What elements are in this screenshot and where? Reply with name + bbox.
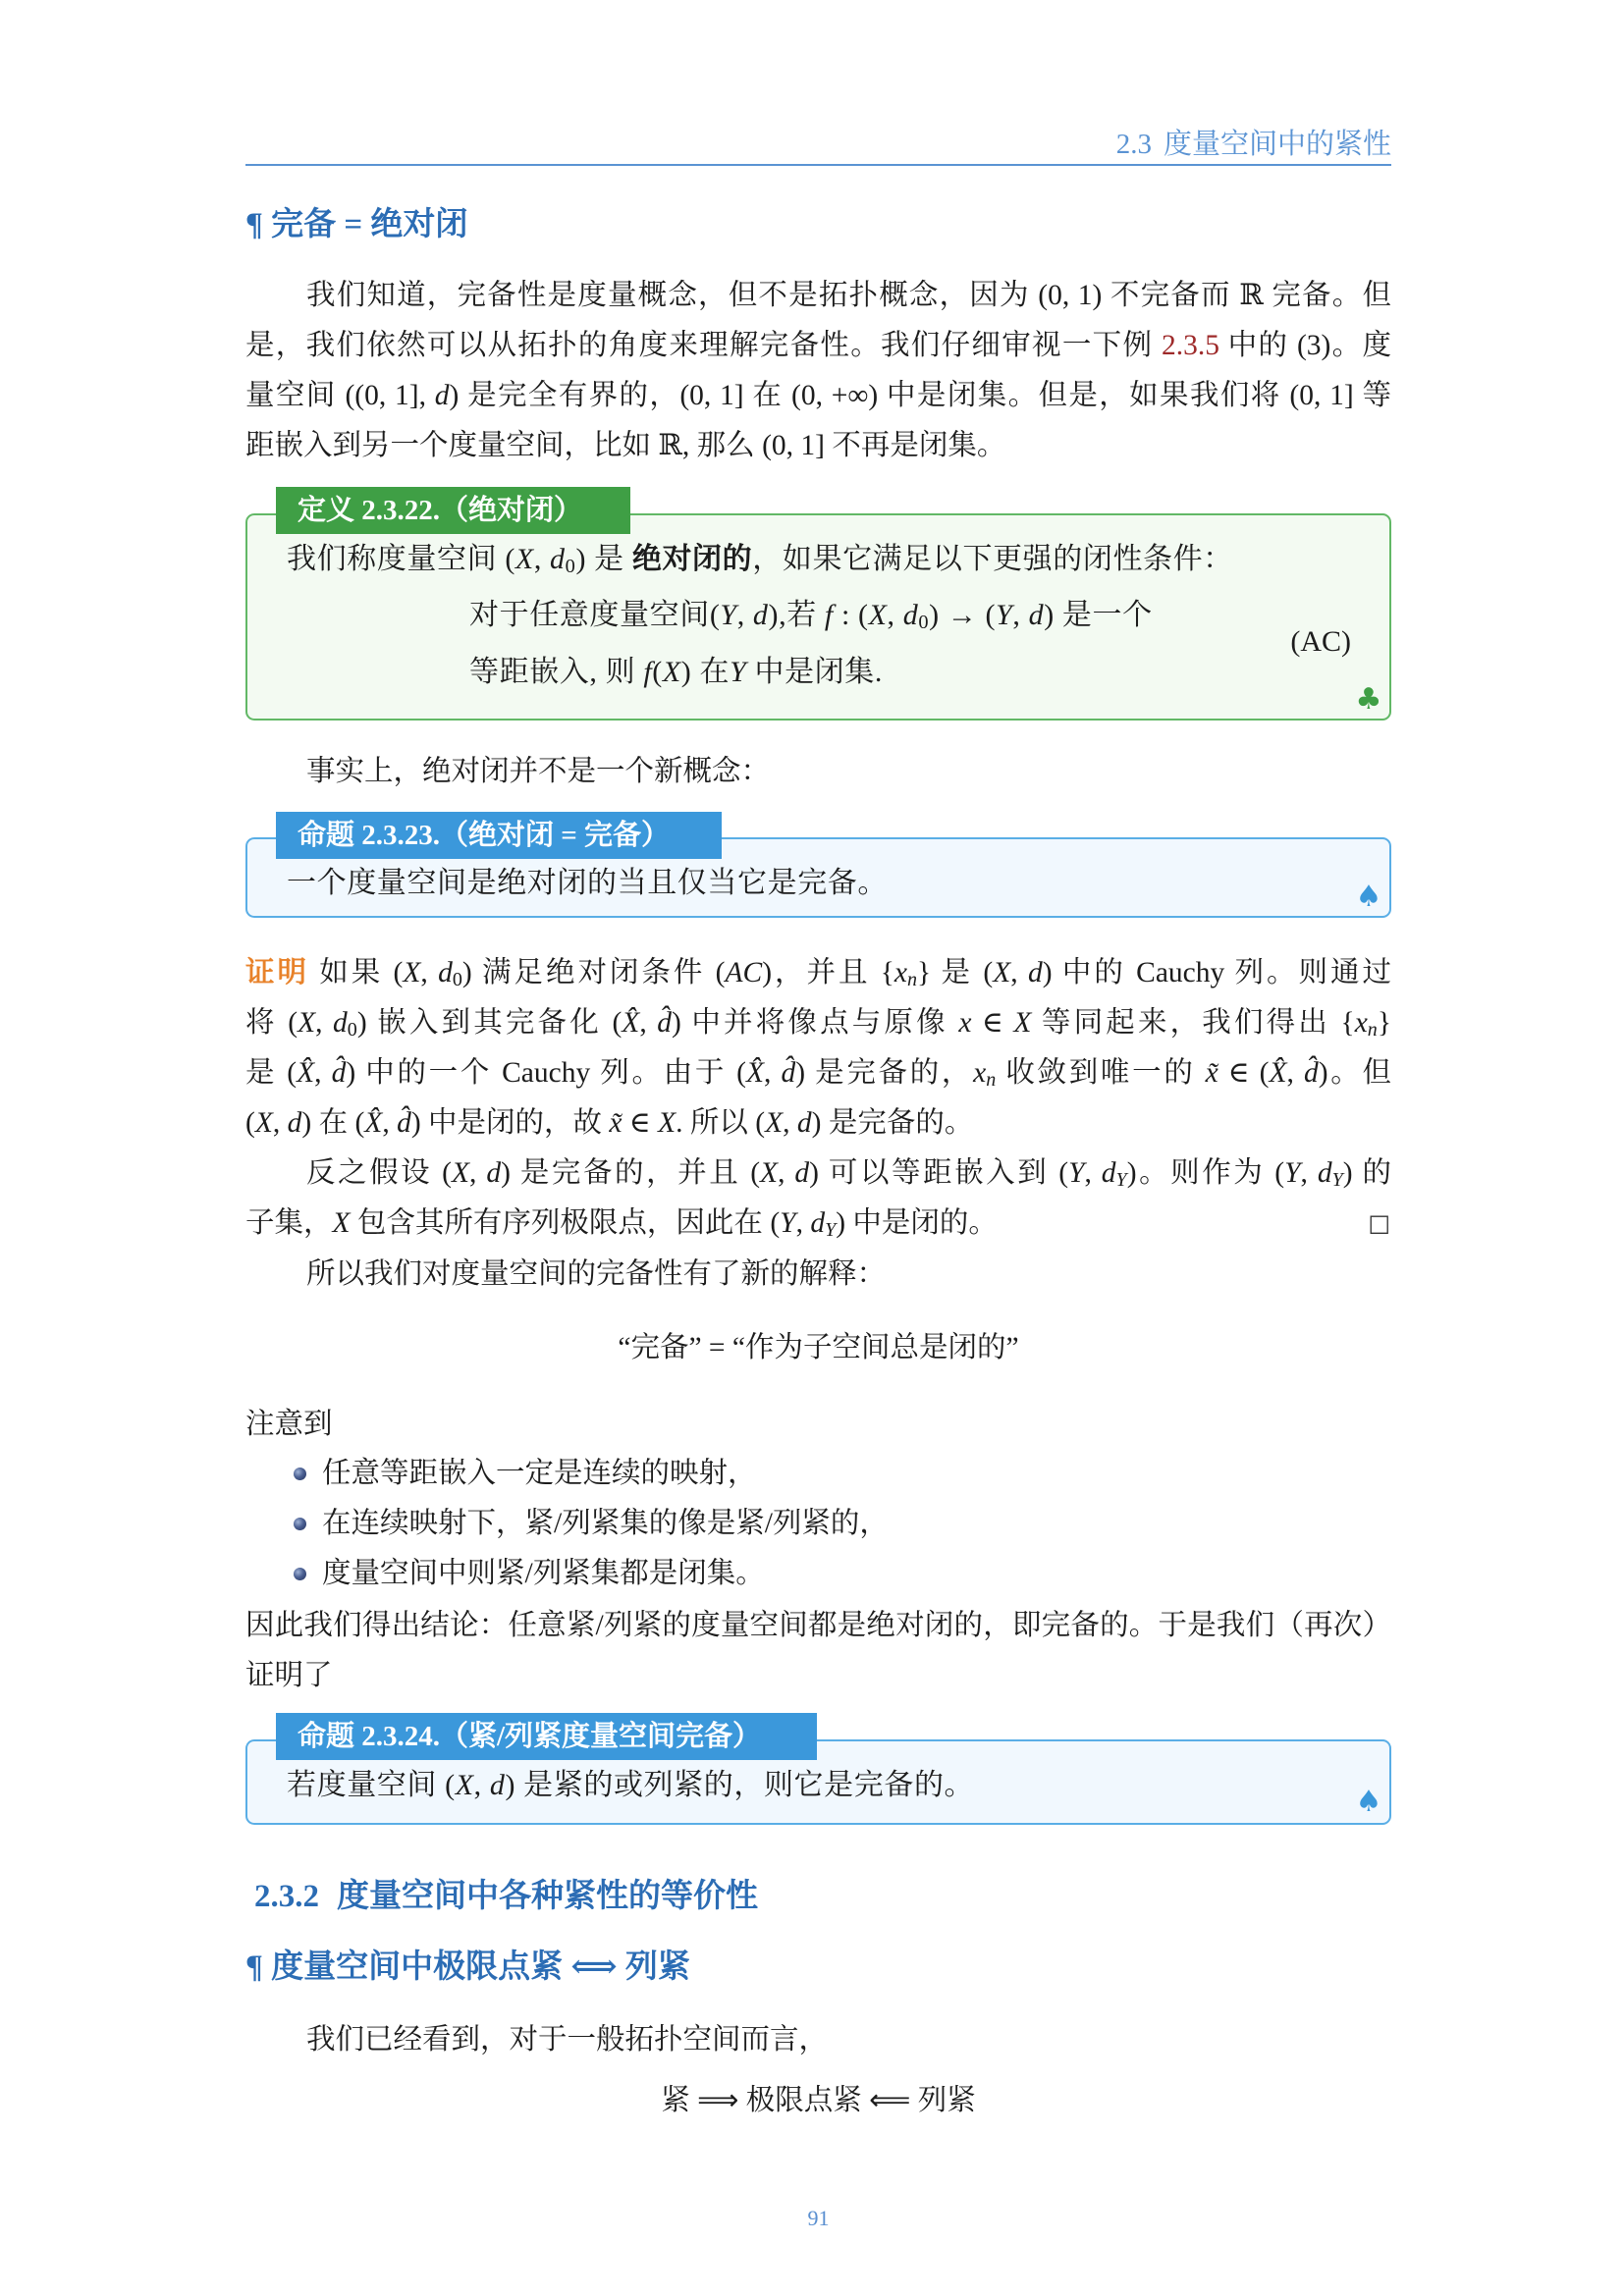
math-variable: X bbox=[254, 1107, 273, 1139]
math-expression: x ∈ X bbox=[958, 1007, 1032, 1039]
math-subscript: 0 bbox=[452, 969, 462, 991]
text-line bbox=[245, 1199, 1345, 1249]
math-variable: X bbox=[658, 1107, 677, 1139]
fact-paragraph bbox=[245, 747, 1391, 797]
paragraph-heading-complete-equals-absolutely-closed: ¶ 完备 = 绝对闭 bbox=[245, 207, 468, 242]
math-variable: n bbox=[907, 969, 918, 991]
running-header-section-title: 度量空间中的紧性 bbox=[1163, 129, 1391, 160]
text-run: 中的 Cauchy 列。则通过 bbox=[1052, 957, 1391, 988]
display-interpretation: “完备” = “作为子空间总是闭的” bbox=[618, 1332, 1019, 1363]
math-variable: x̃ bbox=[609, 1107, 623, 1139]
proposition-statement bbox=[287, 858, 1347, 908]
math-expression: {$x_n$ bbox=[880, 957, 918, 991]
math-variable: X bbox=[514, 543, 534, 575]
math-expression: (X, d) bbox=[983, 957, 1053, 988]
text-run: 中是闭集. bbox=[746, 656, 883, 688]
math-variable: X bbox=[298, 1007, 316, 1039]
text-run: ，如果它满足以下更强的闭性条件： bbox=[752, 543, 1233, 575]
math-expression: {$x_n$ bbox=[1340, 1007, 1378, 1041]
math-subscript: 0 bbox=[347, 1019, 357, 1041]
math-variable: d bbox=[434, 380, 450, 411]
bullet-icon bbox=[294, 1568, 306, 1580]
math-expression: (X, $d_0$ bbox=[505, 543, 576, 578]
spade-end-mark-icon: ♠ bbox=[1355, 880, 1382, 914]
text-run: ，并且 bbox=[772, 957, 881, 988]
paragraph-heading-limit-point-compact: ¶ 度量空间中极限点紧 ⟺ 列紧 bbox=[245, 1949, 690, 1985]
bullet-icon bbox=[294, 1518, 306, 1530]
math-expression: ) bbox=[1126, 1157, 1137, 1189]
list-item bbox=[245, 1449, 1391, 1499]
intro-paragraph bbox=[245, 271, 1391, 471]
math-variable: Y bbox=[780, 1207, 796, 1239]
subsection-title: 度量空间中各种紧性的等价性 bbox=[337, 1879, 758, 1914]
proposition-title-tab: 命题 2.3.24.（紧/列紧度量空间完备） bbox=[276, 1713, 817, 1760]
list-item bbox=[245, 1549, 1391, 1599]
math-variable: X bbox=[332, 1207, 351, 1239]
math-variable: C bbox=[742, 957, 763, 988]
text-run: 是完全有界的， bbox=[459, 380, 680, 411]
running-header bbox=[1116, 126, 1391, 163]
text-run: 中的 (3)。度 bbox=[1218, 330, 1391, 361]
text-line bbox=[245, 371, 1391, 421]
general-topology-paragraph bbox=[245, 2015, 1391, 2065]
text-run: 是完备的，并且 bbox=[510, 1157, 751, 1189]
text-run: 中是闭集。但是，如果我们将 bbox=[878, 380, 1290, 411]
math-variable: d bbox=[810, 1207, 826, 1239]
math-variable: Y bbox=[730, 656, 747, 688]
text-line bbox=[245, 421, 1391, 471]
text-run: 在 bbox=[691, 656, 731, 688]
math-variable: Y bbox=[996, 599, 1013, 631]
text-run: 反之假设 bbox=[306, 1157, 443, 1189]
math-subscript bbox=[825, 1219, 836, 1241]
text-run: 事实上，绝对闭并不是一个新概念： bbox=[306, 756, 771, 787]
math-expression: (0, 1] bbox=[679, 380, 744, 411]
text-run: 等同起来，我们得出 bbox=[1031, 1007, 1341, 1039]
list-item-text: 任意等距嵌入一定是连续的映射， bbox=[322, 1458, 757, 1489]
math-expression: x̃ ∈ (X̂, d̂) bbox=[1205, 1057, 1328, 1089]
subsection-number: 2.3.2 bbox=[254, 1879, 319, 1914]
math-subscript: 0 bbox=[565, 556, 576, 578]
text-run: 满足绝对闭条件 bbox=[471, 957, 716, 988]
math-expression: (Y, $d_Y$ bbox=[770, 1207, 837, 1242]
text-run: 量空间 bbox=[245, 380, 346, 411]
math-expression: ) bbox=[575, 543, 587, 575]
math-variable: d bbox=[1028, 599, 1045, 631]
math-variable: d bbox=[287, 1107, 302, 1139]
text-run: 子集， bbox=[245, 1207, 333, 1239]
math-variable: X bbox=[452, 1157, 470, 1189]
math-expression: ) bbox=[836, 1207, 846, 1239]
equation-tag: (AC) bbox=[1290, 625, 1351, 658]
math-variable: Y bbox=[1331, 1169, 1343, 1192]
math-variable: X̂ bbox=[622, 1007, 640, 1039]
text-run: 我们已经看到，对于一般拓扑空间而言， bbox=[306, 2024, 829, 2056]
math-variable: d bbox=[1101, 1157, 1116, 1189]
text-run: 中并将像点与原像 bbox=[680, 1007, 959, 1039]
text-run: 是 bbox=[586, 543, 632, 575]
math-variable: X bbox=[760, 1157, 779, 1189]
math-variable: d bbox=[486, 1157, 502, 1189]
bold-term: 绝对闭的 bbox=[631, 543, 753, 575]
text-run: 若度量空间 bbox=[287, 1769, 446, 1801]
math-expression: (X, d) bbox=[245, 1107, 312, 1139]
math-expression: (0, 1) bbox=[1038, 280, 1103, 311]
conclusion-paragraph bbox=[245, 1601, 1391, 1701]
text-line bbox=[245, 1098, 1391, 1148]
club-end-mark-icon: ♣ bbox=[1355, 682, 1382, 717]
text-run: 证明了 bbox=[245, 1660, 333, 1691]
bullet-list bbox=[245, 1449, 1391, 1599]
text-line bbox=[245, 1048, 1391, 1098]
running-header-section-number: 2.3 bbox=[1115, 129, 1152, 160]
math-variable: X bbox=[403, 957, 421, 988]
math-expression: ) → (Y, d) bbox=[929, 599, 1055, 631]
math-variable: d̂ bbox=[397, 1107, 411, 1139]
text-run: ,若 bbox=[779, 599, 825, 631]
list-item-text: 度量空间中则紧/列紧集都是闭集。 bbox=[322, 1558, 765, 1589]
text-run: 的 bbox=[1352, 1157, 1391, 1189]
text-run: 距嵌入到另一个度量空间，比如 bbox=[245, 430, 659, 461]
math-variable: X bbox=[662, 656, 681, 688]
math-expression: (Y, $d_Y$ bbox=[1274, 1157, 1343, 1192]
text-run: 我们知道，完备性是度量概念，但不是拓扑概念，因为 bbox=[306, 280, 1039, 311]
text-line bbox=[245, 1250, 1391, 1300]
math-expression: (X̂, d̂) bbox=[287, 1057, 356, 1089]
display-implications: 紧 ⟹ 极限点紧 ⟸ 列紧 bbox=[661, 2085, 976, 2116]
text-run: 我们称度量空间 bbox=[287, 543, 506, 575]
math-variable: f bbox=[643, 656, 653, 688]
math-expression: (X, d) bbox=[442, 1157, 511, 1189]
text-run: 是紧的或列紧的，则它是完备的。 bbox=[515, 1769, 975, 1801]
math-variable: d bbox=[333, 1007, 348, 1039]
proposition-statement bbox=[287, 1760, 1347, 1810]
page-number: 91 bbox=[807, 2206, 830, 2230]
text-line bbox=[245, 1651, 1391, 1701]
math-subscript: 0 bbox=[918, 612, 930, 634]
text-run: 是 bbox=[931, 957, 984, 988]
definition-condition-line bbox=[469, 590, 1294, 640]
math-variable: d bbox=[438, 957, 453, 988]
math-variable: x bbox=[1354, 1007, 1368, 1039]
math-variable: d bbox=[489, 1769, 506, 1801]
math-subscript bbox=[1116, 1169, 1127, 1191]
header-rule bbox=[245, 164, 1391, 166]
math-expression: ) bbox=[1342, 1157, 1353, 1189]
math-variable: n bbox=[986, 1069, 997, 1092]
text-run: 是完备的， bbox=[805, 1057, 974, 1089]
text-run: 。但 bbox=[1327, 1057, 1391, 1089]
definition-condition-line bbox=[469, 647, 1294, 697]
text-run: 不再是闭集。 bbox=[824, 430, 1006, 461]
math-expression bbox=[973, 1057, 997, 1092]
math-variable: Y bbox=[1068, 1157, 1085, 1189]
math-expression: (X̂, d̂) bbox=[354, 1107, 421, 1139]
math-variable: d̂ bbox=[781, 1057, 796, 1089]
math-expression: ((0, 1], d) bbox=[345, 380, 460, 411]
math-expression: (0, 1] bbox=[1289, 380, 1354, 411]
text-run: 是一个 bbox=[1054, 599, 1153, 631]
math-expression bbox=[333, 1207, 351, 1239]
list-item bbox=[245, 1499, 1391, 1549]
math-expression: x̃ ∈ X bbox=[609, 1107, 677, 1139]
math-expression: (AC) bbox=[715, 957, 773, 988]
text-run: 在 bbox=[743, 380, 792, 411]
text-run: 收敛到唯一的 bbox=[996, 1057, 1206, 1089]
math-variable: f bbox=[824, 599, 834, 631]
math-variable: d bbox=[752, 599, 769, 631]
math-variable: d bbox=[796, 1107, 812, 1139]
text-run: 等距嵌入, 则 bbox=[469, 656, 644, 688]
math-expression bbox=[730, 656, 746, 688]
text-run: 包含其所有序列极限点，因此在 bbox=[350, 1207, 771, 1239]
text-run: 对于任意度量空间 bbox=[469, 599, 710, 631]
text-run: . 所以 bbox=[676, 1107, 756, 1139]
text-line bbox=[245, 1601, 1391, 1651]
subsection-heading bbox=[254, 1875, 758, 1918]
math-expression: f : (X, $d_0$ bbox=[824, 599, 930, 634]
math-variable: X bbox=[993, 957, 1011, 988]
note-label: 注意到 bbox=[245, 1409, 333, 1440]
spade-end-mark-icon: ♠ bbox=[1355, 1785, 1382, 1819]
text-run: 可以等距嵌入到 bbox=[818, 1157, 1059, 1189]
text-line bbox=[245, 948, 1391, 998]
math-expression: (X, d) bbox=[750, 1157, 819, 1189]
math-expression: (X̂, d̂) bbox=[736, 1057, 806, 1089]
proof-paragraph bbox=[245, 948, 1391, 1148]
math-expression: } bbox=[1377, 1007, 1391, 1039]
math-variable: X bbox=[455, 1769, 474, 1801]
math-variable: x bbox=[893, 957, 908, 988]
note-paragraph bbox=[245, 1400, 1391, 1450]
math-variable: d̂ bbox=[331, 1057, 347, 1089]
math-variable: Y bbox=[1284, 1157, 1301, 1189]
list-item-text: 在连续映射下，紧/列紧集的像是紧/列紧的， bbox=[322, 1508, 889, 1539]
math-variable: n bbox=[1367, 1019, 1378, 1041]
math-variable: X̂ bbox=[746, 1057, 765, 1089]
text-run: 如果 bbox=[308, 957, 394, 988]
math-expression: (X, $d_0$ bbox=[288, 1007, 357, 1041]
qed-square-icon: □ bbox=[1368, 1209, 1390, 1237]
math-subscript bbox=[907, 969, 917, 990]
math-variable: X̂ bbox=[1269, 1057, 1287, 1089]
math-variable: A bbox=[725, 957, 743, 988]
text-run: 将 bbox=[245, 1007, 289, 1039]
math-variable: Y bbox=[720, 599, 737, 631]
math-expression: (0, 1] bbox=[762, 430, 825, 461]
proof-label: 证明 bbox=[245, 957, 309, 988]
math-variable: x bbox=[958, 1007, 972, 1039]
text-line bbox=[245, 271, 1391, 321]
text-run: 中是闭的，故 bbox=[420, 1107, 610, 1139]
math-expression: ℝ bbox=[658, 430, 682, 461]
math-expression: } bbox=[917, 957, 932, 988]
math-variable: d bbox=[794, 1157, 810, 1189]
text-run: 所以我们对度量空间的完备性有了新的解释： bbox=[306, 1258, 887, 1290]
math-variable: d bbox=[1027, 957, 1043, 988]
math-subscript bbox=[1332, 1169, 1343, 1191]
text-line bbox=[245, 747, 1391, 797]
proof-converse-paragraph bbox=[245, 1148, 1391, 1249]
text-run: 是完备的。 bbox=[821, 1107, 974, 1139]
bullet-icon bbox=[294, 1468, 306, 1480]
math-variable: X bbox=[765, 1107, 784, 1139]
text-run: 完备。但 bbox=[1263, 280, 1391, 311]
text-run: 是 bbox=[245, 1057, 288, 1089]
definition-statement bbox=[287, 534, 1357, 584]
math-expression: (X, d) bbox=[445, 1769, 516, 1801]
math-variable: X̂ bbox=[364, 1107, 383, 1139]
text-line bbox=[245, 998, 1391, 1048]
text-line bbox=[245, 2015, 1391, 2065]
math-expression: (X, d) bbox=[755, 1107, 822, 1139]
math-expression: (Y, $d_Y$ bbox=[1058, 1157, 1127, 1192]
text-run: 中的一个 Cauchy 列。由于 bbox=[355, 1057, 737, 1089]
proposition-title-tab: 命题 2.3.23.（绝对闭 = 完备） bbox=[276, 812, 722, 859]
math-subscript bbox=[1368, 1019, 1378, 1041]
math-variable: d bbox=[902, 599, 919, 631]
text-run: 是，我们依然可以从拓扑的角度来理解完备性。我们仔细审视一下例 bbox=[245, 330, 1162, 361]
math-variable: Y bbox=[1115, 1169, 1127, 1192]
text-run: , 那么 bbox=[681, 430, 763, 461]
math-variable: d̂ bbox=[1304, 1057, 1319, 1089]
text-run: 在 bbox=[311, 1107, 355, 1139]
math-variable: X̂ bbox=[297, 1057, 315, 1089]
math-variable: x bbox=[973, 1057, 987, 1089]
text-run: 等 bbox=[1353, 380, 1391, 411]
math-variable: d bbox=[1317, 1157, 1332, 1189]
math-expression: (Y, d) bbox=[709, 599, 780, 631]
math-variable: x̃ bbox=[1205, 1057, 1218, 1089]
math-expression: f(X) bbox=[643, 656, 692, 688]
text-run: 一个度量空间是绝对闭的当且仅当它是完备。 bbox=[287, 867, 888, 899]
math-variable: Y bbox=[825, 1219, 837, 1242]
math-subscript bbox=[986, 1069, 996, 1091]
text-run: 嵌入到其完备化 bbox=[366, 1007, 613, 1039]
math-expression: ) bbox=[356, 1007, 367, 1039]
interpretation-paragraph bbox=[245, 1250, 1391, 1300]
math-variable: X bbox=[868, 599, 888, 631]
definition-title-tab: 定义 2.3.22.（绝对闭） bbox=[276, 487, 630, 534]
math-variable: X bbox=[1013, 1007, 1032, 1039]
math-expression: ℝ bbox=[1239, 280, 1264, 311]
math-expression: ) bbox=[461, 957, 472, 988]
math-expression: (X̂, d̂) bbox=[612, 1007, 681, 1039]
math-variable: d̂ bbox=[657, 1007, 672, 1039]
text-run: 不完备而 bbox=[1102, 280, 1240, 311]
text-run: 因此我们得出结论：任意紧/列紧的度量空间都是绝对闭的，即完备的。于是我们（再次） bbox=[245, 1610, 1391, 1641]
text-line bbox=[245, 321, 1391, 371]
math-variable: d bbox=[550, 543, 566, 575]
cross-reference-link[interactable]: 2.3.5 bbox=[1161, 330, 1219, 361]
text-line bbox=[245, 1148, 1391, 1199]
math-expression: (X, $d_0$ bbox=[393, 957, 462, 991]
text-run: 。则作为 bbox=[1136, 1157, 1275, 1189]
math-expression: (0, +∞) bbox=[791, 380, 879, 411]
text-run: 中是闭的。 bbox=[845, 1207, 998, 1239]
